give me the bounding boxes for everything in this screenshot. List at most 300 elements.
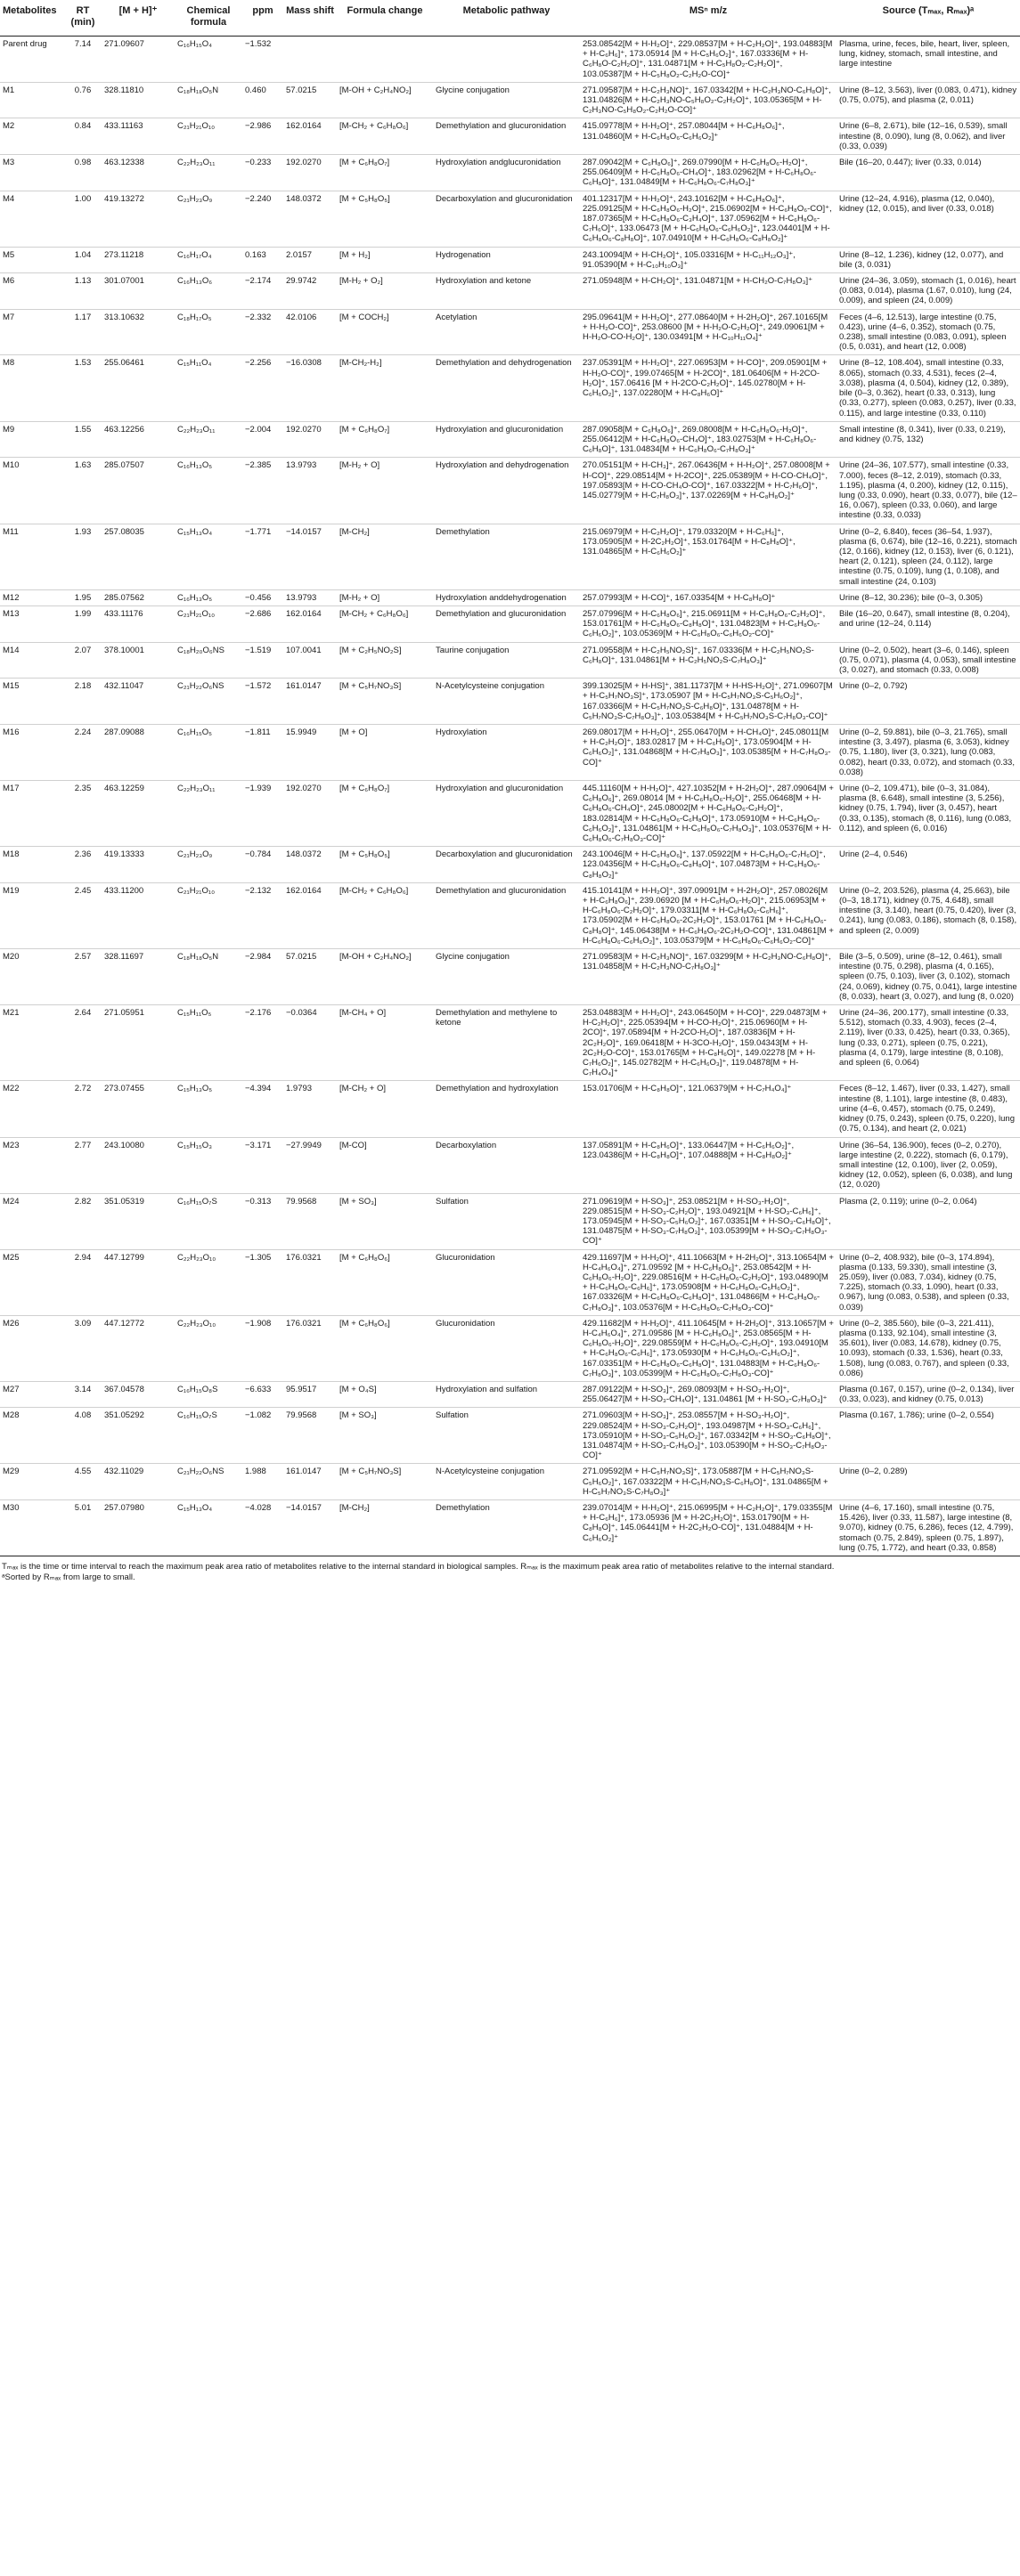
header-chemical-formula: Chemical formula [175, 0, 242, 37]
cell-source: Plasma, urine, feces, bile, heart, liver, spleen, lung, kidney, stomach, small intestine, and large intestine [836, 37, 1020, 83]
cell-mass-shift: 13.9793 [283, 458, 337, 524]
cell-rt: 2.94 [64, 1249, 102, 1315]
cell-mass-shift [283, 37, 337, 83]
cell-rt: 1.00 [64, 191, 102, 247]
cell-formula-change: [M + O₄S] [337, 1381, 433, 1407]
cell-msn: 445.11160[M + H-H₂O]⁺, 427.10352[M + H-2H₂O]⁺, 287.09064[M + C₆H₈O₆]⁺, 269.08014 [M + H-C₆H₈O₆-H₂O]⁺, 255.06468[M + H-C₆H₈O₆-CH₄O]⁺, 245.08002[M + H-C₆H₈O₆-C₂H₂O]⁺, 183.02814[M + H-C₆H₈O₆-C₆H₈O]⁺, 173.05910[M + H-C₆H₈O₆-C₆H₆O₂]⁺, 131.04861[M + H-C₆H₈O₆-C₇H₈O₃]⁺, 103.05376[M + H-C₆H₈O₆-C₇H₈O₃-CO]⁺ [580, 781, 836, 847]
cell-msn: 215.06979[M + H-C₂H₂O]⁺, 179.03320[M + H-C₆H₆]⁺, 173.05905[M + H-2C₂H₂O]⁺, 153.01764[M + H-C₈H₈O]⁺, 131.04865[M + H-C₆H₆O₂]⁺ [580, 524, 836, 589]
header-metabolic-pathway: Metabolic pathway [433, 0, 580, 37]
cell-msn: 257.07996[M + H-C₆H₈O₆]⁺, 215.06911[M + H-C₆H₈O₆-C₂H₂O]⁺, 153.01761[M + H-C₆H₈O₆-C₈H₈O]⁺, 131.04823[M + H-C₆H₈O₆-C₆H₆O₂]⁺, 103.05369[M + H-C₆H₈O₆-C₆H₆O₂-CO]⁺ [580, 605, 836, 642]
cell-source: Urine (6–8, 2.671), bile (12–16, 0.539), small intestine (8, 0.090), lung (8, 0.062), and liver (0.33, 0.039) [836, 118, 1020, 155]
cell-formula-change: [M + SO₃] [337, 1408, 433, 1464]
cell-formula-change: [M-CH₂ + C₆H₈O₆] [337, 882, 433, 948]
cell-ppm: −4.028 [242, 1500, 283, 1556]
cell-source: Urine (0–2, 59.881), bile (0–3, 21.765), small intestine (3, 3.497), plasma (6, 3.053), kidney (0.75, 1.180), liver (3, 0.321), lung (0.083, 0.082), heart (0.33, 0.072), and stomach (0.33, 0.038) [836, 724, 1020, 780]
cell-mh: 432.11047 [102, 679, 175, 725]
cell-source: Bile (16–20, 0.647), small intestine (8, 0.204), and urine (12–24, 0.114) [836, 605, 1020, 642]
cell-rt: 1.17 [64, 309, 102, 355]
cell-formula-change [337, 37, 433, 83]
cell-msn: 415.10141[M + H-H₂O]⁺, 397.09091[M + H-2H₂O]⁺, 257.08026[M + H-C₆H₈O₆]⁺, 239.06920 [M + H-C₆H₈O₆-H₂O]⁺, 215.06953[M + H-C₆H₈O₆-C₂H₂O]⁺, 179.03311[M + H-C₆H₈O₆-C₆H₆]⁺, 173.05902[M + H-C₆H₈O₆-2C₂H₂O]⁺, 153.01761 [M + H-C₆H₈O₆-C₈H₈O]⁺, 145.06438[M + H-C₆H₈O₆-2C₂H₂O-CO]⁺, 131.04861[M + H-C₆H₈O₆-C₆H₆O₂]⁺, 103.05379[M + H-C₆H₈O₆-C₆H₆O₂-CO]⁺ [580, 882, 836, 948]
cell-ppm: −1.532 [242, 37, 283, 83]
cell-mass-shift: 1.9793 [283, 1081, 337, 1137]
cell-metabolic-pathway: Demethylation and methylene to ketone [433, 1005, 580, 1081]
header-mass-shift: Mass shift [283, 0, 337, 37]
cell-source: Small intestine (8, 0.341), liver (0.33, 0.219), and kidney (0.75, 132) [836, 421, 1020, 458]
cell-rt: 4.55 [64, 1464, 102, 1500]
cell-mass-shift: 57.0215 [283, 82, 337, 118]
cell-chemical-formula: C₁₆H₁₅O₈S [175, 1381, 242, 1407]
cell-msn: 271.09583[M + H-C₂H₃NO]⁺, 167.03299[M + H-C₂H₃NO-C₆H₈O]⁺, 131.04858[M + H-C₂H₃NO-C₇H₈O₃]⁺ [580, 949, 836, 1005]
cell-source: Urine (0–2, 203.526), plasma (4, 25.663), bile (0–3, 18.171), kidney (0.75, 4.648), small intestine (3, 3.140), heart (0.75, 0.420), liver (3, 0.241), lung (0.083, 0.186), stomach (8, 0.158), and spleen (2, 0.009) [836, 882, 1020, 948]
cell-metabolic-pathway: Acetylation [433, 309, 580, 355]
cell-ppm: −0.456 [242, 589, 283, 605]
cell-mass-shift: 161.0147 [283, 679, 337, 725]
cell-chemical-formula: C₂₁H₂₂O₆NS [175, 679, 242, 725]
cell-ppm: −0.784 [242, 847, 283, 883]
cell-ppm: −2.176 [242, 1005, 283, 1081]
cell-rt: 3.09 [64, 1315, 102, 1381]
table-row [0, 1464, 1020, 1500]
cell-source: Urine (24–36, 200.177), small intestine (0.33, 5.512), stomach (0.33, 4.903), feces (2–4, 2.119), liver (0.33, 0.425), heart (0.33, 0.365), lung (0.33, 0.271), spleen (0.75, 0.221), plasma (4, 0.179), large intestine (8, 0.108), and spleen (6, 0.064) [836, 1005, 1020, 1081]
cell-metabolic-pathway: Hydroxylation andglucuronidation [433, 155, 580, 191]
cell-ppm: −2.332 [242, 309, 283, 355]
cell-source: Urine (8–12, 3.563), liver (0.083, 0.471), kidney (0.75, 0.075), and plasma (2, 0.011) [836, 82, 1020, 118]
cell-rt: 1.04 [64, 247, 102, 272]
cell-source: Urine (8–12, 108.404), small intestine (0.33, 8.065), stomach (0.33, 4.531), feces (2–4, 3.038), plasma (4, 0.504), kidney (12, 0.389), bile (0–3, 0.362), heart (0.33, 0.313), lung (0.33, 0.277), spleen (0.083, 0.257), liver (0.33, 0.115), and large intestine (0.33, 0.110) [836, 355, 1020, 421]
cell-mh: 433.11163 [102, 118, 175, 155]
cell-mh: 419.13333 [102, 847, 175, 883]
table-row [0, 1081, 1020, 1137]
cell-formula-change: [M-H₂ + O] [337, 458, 433, 524]
table-header-row [0, 0, 1020, 37]
header-metabolites: Metabolites [0, 0, 64, 37]
table-row [0, 847, 1020, 883]
table-row [0, 1005, 1020, 1081]
table-row [0, 589, 1020, 605]
table-footnote-sort: ᵃSorted by Rₘₐₓ from large to small. [2, 1572, 135, 1582]
cell-chemical-formula: C₁₈H₁₇O₅ [175, 309, 242, 355]
cell-source: Urine (8–12, 1.236), kidney (12, 0.077), and bile (3, 0.031) [836, 247, 1020, 272]
cell-msn: 271.09558[M + H-C₂H₅NO₂S]⁺, 167.03336[M + H-C₂H₅NO₂S-C₆H₈O]⁺, 131.04861[M + H-C₂H₅NO₂S-C₇H₈O₃]⁺ [580, 642, 836, 679]
cell-source: Urine (8–12, 30.236); bile (0–3, 0.305) [836, 589, 1020, 605]
cell-chemical-formula: C₁₈H₁₈O₅N [175, 949, 242, 1005]
table-row [0, 247, 1020, 272]
cell-mh: 432.11029 [102, 1464, 175, 1500]
cell-formula-change: [M + C₆H₈O₇] [337, 155, 433, 191]
cell-rt: 1.53 [64, 355, 102, 421]
cell-msn: 243.10094[M + H-CH₂O]⁺, 105.03316[M + H-C₁₁H₁₂O₃]⁺, 91.05390[M + H-C₁₀H₁₀O₃]⁺ [580, 247, 836, 272]
cell-mh: 463.12259 [102, 781, 175, 847]
cell-ppm: −2.686 [242, 605, 283, 642]
cell-metabolic-pathway: N-Acetylcysteine conjugation [433, 1464, 580, 1500]
cell-formula-change: [M + C₅H₇NO₃S] [337, 679, 433, 725]
cell-metabolite: M8 [0, 355, 64, 421]
cell-rt: 1.55 [64, 421, 102, 458]
cell-ppm: −2.132 [242, 882, 283, 948]
cell-metabolic-pathway: Hydroxylation and ketone [433, 273, 580, 310]
cell-formula-change: [M-CH₂] [337, 524, 433, 589]
cell-metabolic-pathway: Glycine conjugation [433, 82, 580, 118]
cell-formula-change: [M + C₆H₈O₆] [337, 1249, 433, 1315]
cell-mh: 328.11810 [102, 82, 175, 118]
cell-metabolite: M4 [0, 191, 64, 247]
cell-mass-shift: 162.0164 [283, 882, 337, 948]
cell-mass-shift: 2.0157 [283, 247, 337, 272]
cell-metabolite: M17 [0, 781, 64, 847]
cell-source: Urine (4–6, 17.160), small intestine (0.75, 15.426), liver (0.33, 11.587), large intestine (8, 9.070), kidney (0.75, 6.286), feces (12, 4.799), stomach (0.75, 2.849), spleen (0.75, 1.897), lung (0.75, 1.772), and heart (0.33, 0.858) [836, 1500, 1020, 1556]
table-row [0, 1315, 1020, 1381]
cell-ppm: −1.771 [242, 524, 283, 589]
cell-metabolic-pathway: Demethylation [433, 524, 580, 589]
table-row [0, 421, 1020, 458]
table-row [0, 355, 1020, 421]
cell-formula-change: [M + C₅H₈O₅] [337, 191, 433, 247]
cell-metabolic-pathway: Hydroxylation and dehydrogenation [433, 458, 580, 524]
cell-metabolite: M21 [0, 1005, 64, 1081]
cell-metabolic-pathway: Decarboxylation and glucuronidation [433, 191, 580, 247]
cell-mh: 378.10001 [102, 642, 175, 679]
cell-metabolite: M16 [0, 724, 64, 780]
table-row [0, 458, 1020, 524]
cell-metabolite: M23 [0, 1137, 64, 1193]
cell-mh: 433.11176 [102, 605, 175, 642]
cell-chemical-formula: C₂₁H₂₂O₆NS [175, 1464, 242, 1500]
cell-rt: 4.08 [64, 1408, 102, 1464]
cell-msn: 271.09603[M + H-SO₃]⁺, 253.08557[M + H-SO₃-H₂O]⁺, 229.08524[M + H-SO₃-C₂H₂O]⁺, 193.04987[M + H-SO₃-C₆H₆]⁺, 173.05910[M + H-SO₃-C₅H₆O₂]⁺, 167.03342[M + H-SO₃-C₆H₈O]⁺, 131.04874[M + H-SO₃-C₇H₈O₃]⁺, 103.05390[M + H-SO₃-C₇H₈O₃-CO]⁺ [580, 1408, 836, 1464]
table-row [0, 679, 1020, 725]
cell-metabolic-pathway: Hydroxylation and sulfation [433, 1381, 580, 1407]
cell-ppm: 0.460 [242, 82, 283, 118]
cell-source: Bile (3–5, 0.509), urine (8–12, 0.461), small intestine (0.75, 0.298), plasma (4, 0.165), spleen (0.75, 0.103), liver (3, 0.102), stomach (24, 0.069), kidney (0.75, 0.041), large intestine (8, 0.033), heart (3, 0.027), and lung (8, 0.020) [836, 949, 1020, 1005]
cell-rt: 2.45 [64, 882, 102, 948]
cell-metabolic-pathway: Taurine conjugation [433, 642, 580, 679]
table-row [0, 1500, 1020, 1556]
cell-mass-shift: 57.0215 [283, 949, 337, 1005]
cell-mass-shift: 161.0147 [283, 1464, 337, 1500]
cell-formula-change: [M-CH₂] [337, 1500, 433, 1556]
cell-metabolite: M28 [0, 1408, 64, 1464]
cell-ppm: −0.233 [242, 155, 283, 191]
cell-ppm: −1.305 [242, 1249, 283, 1315]
cell-mh: 313.10632 [102, 309, 175, 355]
cell-ppm: −1.908 [242, 1315, 283, 1381]
cell-metabolite: M15 [0, 679, 64, 725]
cell-metabolite: M20 [0, 949, 64, 1005]
cell-chemical-formula: C₂₁H₂₁O₁₀ [175, 118, 242, 155]
cell-formula-change: [M + O] [337, 724, 433, 780]
table-row [0, 724, 1020, 780]
cell-source: Urine (0–2, 6.840), feces (36–54, 1.937), plasma (6, 0.674), bile (12–16, 0.221), stomach (12, 0.166), kidney (12, 0.153), liver (6, 0.121), heart (2, 0.121), spleen (24, 0.112), large intestine (0.75, 0.109), lung (1, 0.108), and small intestine (24, 0.103) [836, 524, 1020, 589]
cell-ppm: −1.939 [242, 781, 283, 847]
cell-ppm: −2.385 [242, 458, 283, 524]
cell-formula-change: [M + C₂H₅NO₂S] [337, 642, 433, 679]
cell-mass-shift: −14.0157 [283, 524, 337, 589]
cell-rt: 1.63 [64, 458, 102, 524]
cell-mh: 271.09607 [102, 37, 175, 83]
cell-chemical-formula: C₂₁H₂₁O₁₀ [175, 605, 242, 642]
cell-ppm: −3.171 [242, 1137, 283, 1193]
table-row [0, 309, 1020, 355]
cell-metabolite: M5 [0, 247, 64, 272]
cell-mh: 271.05951 [102, 1005, 175, 1081]
cell-chemical-formula: C₁₆H₁₃O₆ [175, 273, 242, 310]
cell-formula-change: [M + C₆H₈O₇] [337, 421, 433, 458]
cell-mh: 463.12338 [102, 155, 175, 191]
cell-chemical-formula: C₂₂H₂₃O₁₀ [175, 1315, 242, 1381]
cell-msn: 239.07014[M + H-H₂O]⁺, 215.06995[M + H-C₂H₂O]⁺, 179.03355[M + H-C₆H₆]⁺, 173.05936 [M + H-2C₂H₂O]⁺, 153.01790[M + H-C₈H₈O]⁺, 145.06441[M + H-2C₂H₂O-CO]⁺, 131.04884[M + H-C₆H₆O₂]⁺ [580, 1500, 836, 1556]
cell-chemical-formula: C₂₁H₂₃O₉ [175, 847, 242, 883]
cell-formula-change: [M-CH₂ + C₆H₈O₆] [337, 118, 433, 155]
cell-rt: 2.82 [64, 1193, 102, 1249]
cell-source: Feces (4–6, 12.513), large intestine (0.75, 0.423), urine (4–6, 0.352), stomach (0.75, 0.238), small intestine (0.083, 0.091), spleen (0.5, 0.031), and heart (12, 0.008) [836, 309, 1020, 355]
cell-msn: 415.09778[M + H-H₂O]⁺, 257.08044[M + H-C₆H₈O₆]⁺, 131.04860[M + H-C₆H₈O₆-C₆H₆O₂]⁺ [580, 118, 836, 155]
cell-chemical-formula: C₂₂H₂₃O₁₁ [175, 421, 242, 458]
table-row [0, 155, 1020, 191]
cell-source: Urine (12–24, 4.916), plasma (12, 0.040), kidney (12, 0.015), and liver (0.33, 0.018) [836, 191, 1020, 247]
cell-mass-shift: −0.0364 [283, 1005, 337, 1081]
cell-source: Urine (0–2, 109.471), bile (0–3, 31.084), plasma (8, 6.648), small intestine (3, 5.256), kidney (0.75, 1.794), liver (3, 0.457), heart (0.33, 0.135), stomach (8, 0.116), lung (0.083, 0.112), and spleen (6, 0.016) [836, 781, 1020, 847]
cell-formula-change: [M + C₅H₈O₅] [337, 847, 433, 883]
cell-mass-shift: 29.9742 [283, 273, 337, 310]
cell-source: Urine (0–2, 0.502), heart (3–6, 0.146), spleen (0.75, 0.071), plasma (4, 0.053), small intestine (3, 0.027), and stomach (0.33, 0.008) [836, 642, 1020, 679]
cell-metabolic-pathway: Hydrogenation [433, 247, 580, 272]
cell-metabolic-pathway: Sulfation [433, 1193, 580, 1249]
cell-mh: 273.11218 [102, 247, 175, 272]
cell-msn: 269.08017[M + H-H₂O]⁺, 255.06470[M + H-CH₄O]⁺, 245.08011[M + H-C₂H₂O]⁺, 183.02817 [M + H-C₆H₈O]⁺, 173.05904[M + H-C₆H₆O₂]⁺, 131.04868[M + H-C₇H₈O₃]⁺, 103.05385[M + H-C₇H₈O₃-CO]⁺ [580, 724, 836, 780]
header-mh: [M + H]⁺ [102, 0, 175, 37]
cell-ppm: −2.240 [242, 191, 283, 247]
cell-msn: 287.09058[M + C₆H₈O₆]⁺, 269.08008[M + H-C₆H₈O₆-H₂O]⁺, 255.06412[M + H-C₆H₈O₆-CH₄O]⁺, 183.02753[M + H-C₆H₈O₆-C₆H₈O]⁺, 131.04834[M + H-C₆H₈O₆-C₇H₈O₃]⁺ [580, 421, 836, 458]
cell-chemical-formula: C₁₅H₁₁O₄ [175, 355, 242, 421]
cell-rt: 1.93 [64, 524, 102, 589]
cell-formula-change: [M-CO] [337, 1137, 433, 1193]
cell-mass-shift: 148.0372 [283, 191, 337, 247]
cell-chemical-formula: C₁₈H₁₈O₅N [175, 82, 242, 118]
cell-metabolite: M30 [0, 1500, 64, 1556]
cell-rt: 3.14 [64, 1381, 102, 1407]
cell-ppm: −6.633 [242, 1381, 283, 1407]
cell-chemical-formula: C₁₅H₁₃O₅ [175, 1081, 242, 1137]
table-row [0, 524, 1020, 589]
cell-rt: 5.01 [64, 1500, 102, 1556]
cell-source: Urine (24–36, 3.059), stomach (1, 0.016), heart (0.083, 0.014), plasma (1.67, 0.010), lung (24, 0.009), and spleen (24, 0.009) [836, 273, 1020, 310]
cell-chemical-formula: C₂₂H₂₃O₁₁ [175, 781, 242, 847]
cell-ppm: −4.394 [242, 1081, 283, 1137]
table-row [0, 882, 1020, 948]
cell-source: Plasma (0.167, 0.157), urine (0–2, 0.134), liver (0.33, 0.023), and kidney (0.75, 0.013) [836, 1381, 1020, 1407]
cell-rt: 2.07 [64, 642, 102, 679]
cell-ppm: 0.163 [242, 247, 283, 272]
table-row [0, 605, 1020, 642]
cell-msn: 137.05891[M + H-C₈H₆O]⁺, 133.06447[M + H-C₆H₆O₂]⁺, 123.04386[M + H-C₈H₈O]⁺, 107.04888[M + H-C₈H₈O₂]⁺ [580, 1137, 836, 1193]
cell-metabolic-pathway: Hydroxylation and glucuronidation [433, 421, 580, 458]
cell-metabolite: M22 [0, 1081, 64, 1137]
cell-metabolic-pathway: Demethylation and glucuronidation [433, 605, 580, 642]
cell-metabolite: M2 [0, 118, 64, 155]
table-row [0, 1137, 1020, 1193]
cell-rt: 2.72 [64, 1081, 102, 1137]
cell-rt: 0.76 [64, 82, 102, 118]
header-msn: MSⁿ m/z [580, 0, 836, 37]
header-ppm: ppm [242, 0, 283, 37]
cell-chemical-formula: C₁₆H₁₅O₄ [175, 37, 242, 83]
table-row [0, 191, 1020, 247]
cell-msn: 153.01706[M + H-C₈H₈O]⁺, 121.06379[M + H-C₇H₄O₄]⁺ [580, 1081, 836, 1137]
cell-chemical-formula: C₁₆H₁₅O₇S [175, 1408, 242, 1464]
cell-mh: 257.07980 [102, 1500, 175, 1556]
cell-mass-shift: 176.0321 [283, 1249, 337, 1315]
cell-ppm: −1.519 [242, 642, 283, 679]
cell-metabolic-pathway: Demethylation and glucuronidation [433, 882, 580, 948]
cell-mh: 285.07507 [102, 458, 175, 524]
cell-metabolic-pathway: Glucuronidation [433, 1315, 580, 1381]
cell-ppm: −2.004 [242, 421, 283, 458]
cell-metabolic-pathway [433, 37, 580, 83]
cell-source: Bile (16–20, 0.447); liver (0.33, 0.014) [836, 155, 1020, 191]
cell-source: Urine (36–54, 136.900), feces (0–2, 0.270), large intestine (2, 0.222), stomach (6, 0.179), small intestine (12, 0.100), liver (2, 0.059), kidney (12, 0.052), spleen (6, 0.038), and lung (12, 0.020) [836, 1137, 1020, 1193]
cell-msn: 257.07993[M + H-CO]⁺, 167.03354[M + H-C₈H₈O]⁺ [580, 589, 836, 605]
cell-msn: 270.05151[M + H-CH₃]⁺, 267.06436[M + H-H₂O]⁺, 257.08008[M + H-CO]⁺, 229.08514[M + H-2CO]⁺, 225.05389[M + H-CO-CH₄O]⁺, 197.05893[M + H-CO-CH₄O-CO]⁺, 167.03322[M + H-C₇H₆O]⁺, 145.02779[M + H-C₇H₈O₃]⁺, 137.02269[M + H-C₈H₈O₂]⁺ [580, 458, 836, 524]
cell-metabolite: M6 [0, 273, 64, 310]
cell-chemical-formula: C₁₅H₁₃O₄ [175, 1500, 242, 1556]
cell-rt: 0.84 [64, 118, 102, 155]
cell-msn: 243.10046[M + H-C₆H₈O₆]⁺, 137.05922[M + H-C₆H₈O₆-C₇H₆O]⁺, 123.04356[M + H-C₆H₈O₆-C₈H₈O]⁺, 107.04873[M + H-C₆H₈O₆-C₈H₈O₂]⁺ [580, 847, 836, 883]
cell-metabolite: M11 [0, 524, 64, 589]
cell-source: Urine (24–36, 107.577), small intestine (0.33, 7.000), feces (8–12, 2.019), stomach (0.33, 1.195), plasma (4, 0.200), kidney (12, 0.115), lung (0.33, 0.090), heart (0.33, 0.077), bile (12–16, 0.067), spleen (0.33, 0.060), and large intestine (0.33, 0.033) [836, 458, 1020, 524]
cell-metabolite: M14 [0, 642, 64, 679]
cell-formula-change: [M-OH + C₂H₄NO₂] [337, 949, 433, 1005]
cell-rt: 2.18 [64, 679, 102, 725]
cell-formula-change: [M + SO₃] [337, 1193, 433, 1249]
cell-source: Urine (0–2, 0.289) [836, 1464, 1020, 1500]
cell-mass-shift: 15.9949 [283, 724, 337, 780]
cell-mh: 301.07001 [102, 273, 175, 310]
cell-metabolic-pathway: Sulfation [433, 1408, 580, 1464]
cell-formula-change: [M + COCH₂] [337, 309, 433, 355]
cell-mass-shift: −27.9949 [283, 1137, 337, 1193]
table-row [0, 37, 1020, 83]
cell-metabolite: M27 [0, 1381, 64, 1407]
cell-chemical-formula: C₂₁H₂₃O₉ [175, 191, 242, 247]
cell-mh: 447.12772 [102, 1315, 175, 1381]
cell-msn: 271.09619[M + H-SO₃]⁺, 253.08521[M + H-SO₃-H₂O]⁺, 229.08515[M + H-SO₃-C₂H₂O]⁺, 193.04921[M + H-SO₃-C₆H₆]⁺, 173.05945[M + H-SO₃-C₅H₆O₂]⁺, 167.03351[M + H-SO₃-C₆H₈O]⁺, 131.04875[M + H-SO₃-C₇H₈O₃]⁺, 103.05399[M + H-SO₃-C₇H₈O₃-CO]⁺ [580, 1193, 836, 1249]
cell-metabolite: M1 [0, 82, 64, 118]
cell-metabolic-pathway: Decarboxylation [433, 1137, 580, 1193]
cell-source: Urine (2–4, 0.546) [836, 847, 1020, 883]
cell-mass-shift: −14.0157 [283, 1500, 337, 1556]
cell-metabolic-pathway: N-Acetylcysteine conjugation [433, 679, 580, 725]
cell-chemical-formula: C₂₂H₂₃O₁₁ [175, 155, 242, 191]
cell-mh: 328.11697 [102, 949, 175, 1005]
header-formula-change: Formula change [337, 0, 433, 37]
cell-mh: 285.07562 [102, 589, 175, 605]
cell-chemical-formula: C₁₅H₁₅O₃ [175, 1137, 242, 1193]
cell-msn: 287.09042[M + C₆H₈O₆]⁺, 269.07990[M + H-C₆H₈O₆-H₂O]⁺, 255.06409[M + H-C₆H₈O₆-CH₄O]⁺, 183.02962[M + H-C₆H₈O₆-C₆H₈O]⁺, 131.04849[M + H-C₆H₈O₆-C₇H₈O₃]⁺ [580, 155, 836, 191]
cell-metabolite: M26 [0, 1315, 64, 1381]
cell-metabolic-pathway: Decarboxylation and glucuronidation [433, 847, 580, 883]
cell-source: Plasma (0.167, 1.786); urine (0–2, 0.554) [836, 1408, 1020, 1464]
cell-formula-change: [M-CH₂ + O] [337, 1081, 433, 1137]
cell-mh: 433.11200 [102, 882, 175, 948]
cell-source: Urine (0–2, 385.560), bile (0–3, 221.411), plasma (0.133, 92.104), small intestine (3, 35.601), liver (0.083, 14.678), kidney (0.75, 10.093), stomach (0.33, 1.536), heart (0.33, 1.508), lung (0.083, 0.767), and spleen (0.33, 0.086) [836, 1315, 1020, 1381]
cell-chemical-formula: C₂₂H₂₃O₁₀ [175, 1249, 242, 1315]
cell-metabolite: Parent drug [0, 37, 64, 83]
cell-metabolite: M25 [0, 1249, 64, 1315]
cell-metabolite: M13 [0, 605, 64, 642]
header-source: Source (Tₘₐₓ, Rₘₐₓ)ᵃ [836, 0, 1020, 37]
cell-formula-change: [M-CH₂-H₂] [337, 355, 433, 421]
cell-rt: 1.13 [64, 273, 102, 310]
cell-ppm: −1.082 [242, 1408, 283, 1464]
cell-metabolite: M12 [0, 589, 64, 605]
cell-msn: 237.05391[M + H-H₂O]⁺, 227.06953[M + H-CO]⁺, 209.05901[M + H-H₂O-CO]⁺, 199.07465[M + H-2CO]⁺, 181.06406[M + H-2CO-H₂O]⁺, 157.06416 [M + H-2CO-C₂H₂O]⁺, 145.02780[M + H-C₆H₆O₂]⁺, 137.02280[M + H-C₈H₆O]⁺ [580, 355, 836, 421]
cell-msn: 287.09122[M + H-SO₃]⁺, 269.08093[M + H-SO₃-H₂O]⁺, 255.06427[M + H-SO₃-CH₄O]⁺, 131.04861 [M + H-SO₃-C₇H₈O₃]⁺ [580, 1381, 836, 1407]
cell-ppm: −1.572 [242, 679, 283, 725]
cell-mh: 419.13272 [102, 191, 175, 247]
cell-msn: 271.09592[M + H-C₅H₇NO₃S]⁺, 173.05887[M + H-C₅H₇NO₃S-C₅H₆O₂]⁺, 167.03322[M + H-C₅H₇NO₃S-C₆H₈O]⁺, 131.04865[M + H-C₅H₇NO₃S-C₇H₈O₃]⁺ [580, 1464, 836, 1500]
cell-metabolite: M3 [0, 155, 64, 191]
cell-formula-change: [M-OH + C₂H₄NO₂] [337, 82, 433, 118]
cell-formula-change: [M + C₆H₈O₆] [337, 1315, 433, 1381]
cell-metabolite: M18 [0, 847, 64, 883]
cell-rt: 2.64 [64, 1005, 102, 1081]
cell-ppm: −2.984 [242, 949, 283, 1005]
cell-metabolic-pathway: Hydroxylation anddehydrogenation [433, 589, 580, 605]
cell-mass-shift: 162.0164 [283, 118, 337, 155]
cell-source: Urine (0–2, 0.792) [836, 679, 1020, 725]
cell-chemical-formula: C₁₅H₁₁O₅ [175, 1005, 242, 1081]
cell-msn: 253.04883[M + H-H₂O]⁺, 243.06450[M + H-CO]⁺, 229.04873[M + H-C₂H₂O]⁺, 225.05394[M + H-CO-H₂O]⁺, 215.06960[M + H-2CO]⁺, 197.05894[M + H-2CO-H₂O]⁺, 187.03836[M + H-2C₂H₂O]⁺, 169.06418[M + H-3CO-H₂O]⁺, 159.04343[M + H-2C₂H₂O-CO]⁺, 153.01765[M + H-C₈H₆O]⁺, 149.02278 [M + H-C₇H₆O₂]⁺, 145.02782[M + H-C₆H₆O₃]⁺, 119.04878[M + H-C₇H₄O₄]⁺ [580, 1005, 836, 1081]
cell-formula-change: [M + C₅H₇NO₃S] [337, 1464, 433, 1500]
cell-mass-shift: 192.0270 [283, 155, 337, 191]
cell-metabolic-pathway: Glycine conjugation [433, 949, 580, 1005]
cell-mass-shift: −16.0308 [283, 355, 337, 421]
header-rt: RT (min) [64, 0, 102, 37]
table-row [0, 1381, 1020, 1407]
cell-metabolite: M10 [0, 458, 64, 524]
table-row [0, 949, 1020, 1005]
cell-metabolic-pathway: Demethylation and hydroxylation [433, 1081, 580, 1137]
cell-mh: 447.12799 [102, 1249, 175, 1315]
cell-metabolic-pathway: Demethylation and dehydrogenation [433, 355, 580, 421]
cell-formula-change: [M-H₂ + O] [337, 589, 433, 605]
cell-source: Plasma (2, 0.119); urine (0–2, 0.064) [836, 1193, 1020, 1249]
cell-msn: 295.09641[M + H-H₂O]⁺, 277.08640[M + H-2H₂O]⁺, 267.10165[M + H-H₂O-CO]⁺, 253.08600 [M + H-H₂O-C₂H₂O]⁺, 249.09061[M + H-H₂O-CO-H₂O]⁺, 130.03491[M + H-C₁₀H₁₁O₄]⁺ [580, 309, 836, 355]
cell-rt: 2.35 [64, 781, 102, 847]
cell-chemical-formula: C₁₈H₂₀O₆NS [175, 642, 242, 679]
cell-ppm: −2.174 [242, 273, 283, 310]
cell-mass-shift: 13.9793 [283, 589, 337, 605]
cell-mass-shift: 148.0372 [283, 847, 337, 883]
cell-formula-change: [M + H₂] [337, 247, 433, 272]
cell-metabolite: M29 [0, 1464, 64, 1500]
cell-msn: 401.12317[M + H-H₂O]⁺, 243.10162[M + H-C₆H₈O₆]⁺, 225.09125[M + H-C₆H₈O₆-H₂O]⁺, 215.06902[M + H-C₆H₈O₆-CO]⁺, 187.07365[M + H-C₆H₈O₆-C₃H₄O]⁺, 137.05962[M + H-C₆H₈O₆-C₇H₆O]⁺, 133.06473 [M + H-C₆H₈O₆-C₆H₆O₂]⁺, 123.04401[M + H-C₆H₈O₆-C₈H₈O]⁺, 107.04910[M + H-C₆H₈O₆-C₈H₈O₂]⁺ [580, 191, 836, 247]
cell-metabolite: M9 [0, 421, 64, 458]
cell-mh: 351.05292 [102, 1408, 175, 1464]
cell-ppm: −2.986 [242, 118, 283, 155]
cell-mh: 257.08035 [102, 524, 175, 589]
cell-metabolic-pathway: Hydroxylation and glucuronidation [433, 781, 580, 847]
cell-rt: 1.99 [64, 605, 102, 642]
cell-rt: 2.77 [64, 1137, 102, 1193]
cell-rt: 7.14 [64, 37, 102, 83]
cell-chemical-formula: C₁₆H₁₇O₄ [175, 247, 242, 272]
cell-ppm: 1.988 [242, 1464, 283, 1500]
cell-mass-shift: 42.0106 [283, 309, 337, 355]
cell-metabolite: M19 [0, 882, 64, 948]
table-row [0, 1408, 1020, 1464]
cell-mass-shift: 79.9568 [283, 1193, 337, 1249]
